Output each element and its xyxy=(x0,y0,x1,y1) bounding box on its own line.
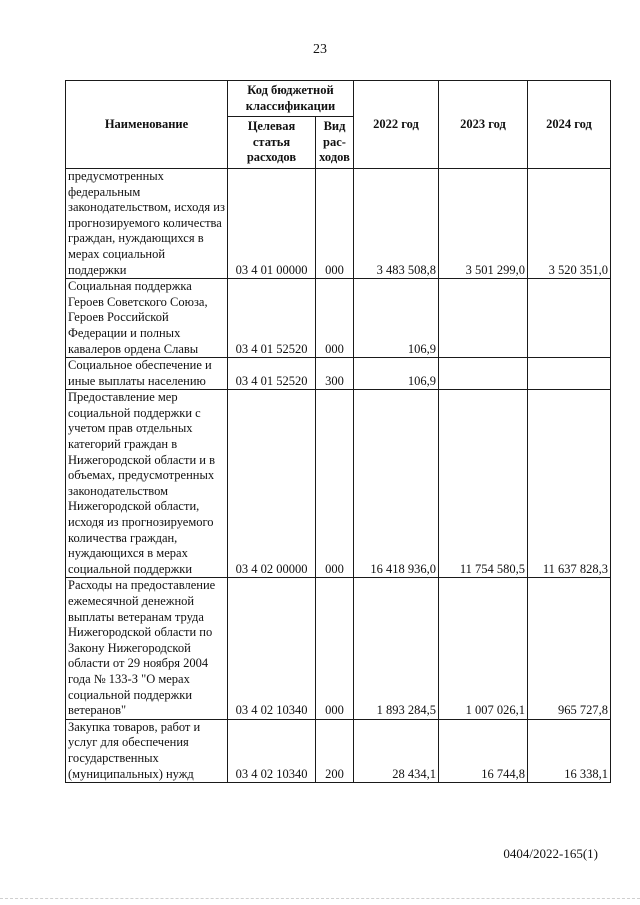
row-2023-value xyxy=(439,279,528,358)
row-name: предусмотренных федеральным законодательством, исходя из прогнозируемого количества граждан, нуждающихся в мерах социальной поддержки xyxy=(66,168,228,278)
row-2022-value: 106,9 xyxy=(354,358,439,390)
row-target-code: 03 4 02 10340 xyxy=(228,719,316,782)
row-2024-value: 965 727,8 xyxy=(528,578,611,719)
table-row xyxy=(66,390,611,578)
row-target-code: 03 4 02 10340 xyxy=(228,578,316,719)
header-name: Наименование xyxy=(66,81,228,169)
document-number: 0404/2022-165(1) xyxy=(503,846,598,861)
header-2024: 2024 год xyxy=(528,81,611,169)
row-expense-kind: 000 xyxy=(316,279,354,358)
row-2023-value: 1 007 026,1 xyxy=(439,578,528,719)
table-row xyxy=(66,358,611,390)
row-target-code: 03 4 02 00000 xyxy=(228,390,316,578)
row-name: Расходы на предоставление ежемесячной денежной выплаты ветеранам труда Нижегородской области по Закону Нижегородской области от 29 ноября 2004 года № 133-З "О мерах социальной поддержки ветеранов" xyxy=(66,578,228,719)
table-row xyxy=(66,168,611,278)
row-2023-value: 3 501 299,0 xyxy=(439,168,528,278)
row-name: Социальное обеспечение и иные выплаты населению xyxy=(66,358,228,390)
row-2024-value: 16 338,1 xyxy=(528,719,611,782)
header-row-1 xyxy=(66,81,611,117)
page-number: 23 xyxy=(313,42,327,57)
header-target-article: Целевая статья расходов xyxy=(228,117,316,169)
row-2022-value: 16 418 936,0 xyxy=(354,390,439,578)
row-2023-value: 11 754 580,5 xyxy=(439,390,528,578)
row-2022-value: 1 893 284,5 xyxy=(354,578,439,719)
row-2024-value xyxy=(528,279,611,358)
header-budget-code: Код бюджетной классификации xyxy=(228,81,354,117)
row-expense-kind: 000 xyxy=(316,168,354,278)
row-expense-kind: 200 xyxy=(316,719,354,782)
row-name: Социальная поддержка Героев Советского Союза, Героев Российской Федерации и полных кавалеров ордена Славы xyxy=(66,279,228,358)
row-2023-value xyxy=(439,358,528,390)
row-name: Закупка товаров, работ и услуг для обеспечения государственных (муниципальных) нужд xyxy=(66,719,228,782)
row-target-code: 03 4 01 52520 xyxy=(228,279,316,358)
row-2022-value: 3 483 508,8 xyxy=(354,168,439,278)
header-expense-kind: Вид рас-ходов xyxy=(316,117,354,169)
row-target-code: 03 4 01 52520 xyxy=(228,358,316,390)
row-target-code: 03 4 01 00000 xyxy=(228,168,316,278)
row-expense-kind: 000 xyxy=(316,578,354,719)
table-row xyxy=(66,578,611,719)
row-expense-kind: 300 xyxy=(316,358,354,390)
row-2023-value: 16 744,8 xyxy=(439,719,528,782)
table-row xyxy=(66,719,611,782)
table-row xyxy=(66,279,611,358)
row-2024-value: 3 520 351,0 xyxy=(528,168,611,278)
row-2022-value: 106,9 xyxy=(354,279,439,358)
header-2022: 2022 год xyxy=(354,81,439,169)
row-name: Предоставление мер социальной поддержки с учетом прав отдельных категорий граждан в Нижегородской области и в объемах, предусмотренных законодательством Нижегородской области, исходя из прогнозируемого количества граждан, нуждающихся в мерах социальной поддержки xyxy=(66,390,228,578)
header-2023: 2023 год xyxy=(439,81,528,169)
footer-divider xyxy=(0,898,640,900)
budget-table xyxy=(65,80,611,783)
row-expense-kind: 000 xyxy=(316,390,354,578)
row-2024-value xyxy=(528,358,611,390)
row-2022-value: 28 434,1 xyxy=(354,719,439,782)
row-2024-value: 11 637 828,3 xyxy=(528,390,611,578)
